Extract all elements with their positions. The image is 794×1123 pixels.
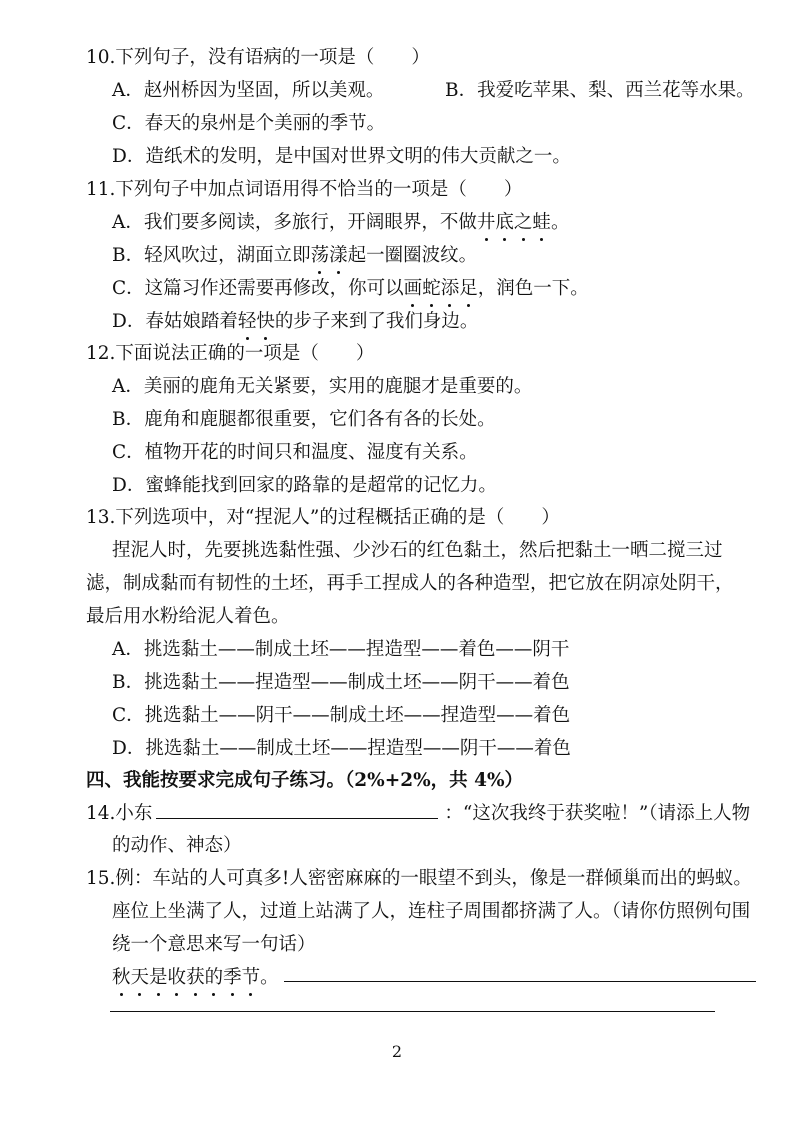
q13-option-c: C．挑选黏土——阴干——制成土坯——捏造型——着色 [112, 705, 571, 726]
q11-d-dotted-word: 轻快 [238, 311, 275, 332]
q11-d-text-end: 的步子来到了我们身边。 [274, 311, 479, 332]
q12-option-d: D．蜜蜂能找到回家的路靠的是超常的记忆力。 [112, 475, 497, 496]
q15-line-3: 绕一个意思来写一句话） [112, 934, 316, 955]
q11-a-dotted-word: 井底之蛙 [477, 212, 551, 233]
q12-stem: 12.下面说法正确的一项是（ ） [86, 343, 375, 364]
q10-option-a: A．赵州桥因为坚固，所以美观。 [112, 80, 385, 101]
q14-answer-blank[interactable] [156, 800, 438, 819]
q11-a-text-end: 。 [550, 212, 570, 233]
q12-option-a: A．美丽的鹿角无关紧要，实用的鹿腿才是重要的。 [112, 376, 533, 397]
q11-c-text: C．这篇习作还需要再修改，你可以 [112, 278, 404, 299]
q11-b-dotted-word: 荡漾 [311, 245, 348, 266]
q11-d-text: D．春姑娘踏着 [112, 311, 238, 332]
q10-option-d: D．造纸术的发明，是中国对世界文明的伟大贡献之一。 [112, 146, 571, 167]
q13-option-b: B．挑选黏土——捏造型——制成土坯——阴干——着色 [112, 672, 570, 693]
q13-stem: 13.下列选项中，对“捏泥人”的过程概括正确的是（ ） [86, 507, 560, 528]
q11-option-a [112, 210, 569, 236]
q13-passage-line-1: 捏泥人时，先要挑选黏性强、少沙石的红色黏土，然后把黏土一晒二搅三过 [112, 540, 723, 561]
q11-b-text-end: 起一圈圈波纹。 [347, 245, 478, 266]
q13-passage-line-2: 滤，制成黏而有韧性的土坯，再手工捏成人的各种造型，把它放在阴凉处阴干， [86, 573, 734, 594]
q11-option-d [112, 309, 478, 335]
q11-stem: 11.下列句子中加点词语用得不恰当的一项是（ ） [86, 179, 523, 200]
q14-suffix: ：“这次我终于获奖啦！”（请添上人物 [444, 803, 751, 824]
q14-line-1 [86, 800, 750, 827]
q11-option-b [112, 243, 477, 269]
q12-option-b: B．鹿角和鹿腿都很重要，它们各有各的长处。 [112, 409, 496, 430]
q11-c-dotted-word: 画蛇添足 [404, 278, 478, 299]
q11-b-text: B．轻风吹过，湖面立即 [112, 245, 311, 266]
q15-prompt [112, 965, 279, 991]
q13-option-d: D．挑选黏土——制成土坯——捏造型——阴干——着色 [112, 738, 571, 759]
q10-option-b: B．我爱吃苹果、梨、西兰花等水果。 [445, 80, 755, 101]
q15-answer-line-2[interactable] [110, 1011, 715, 1012]
section-4-title: 四、我能按要求完成句子练习。（2%+2%，共 4%） [86, 770, 524, 791]
q12-option-c: C．植物开花的时间只和温度、湿度有关系。 [112, 442, 478, 463]
q15-line-1: 15.例：车站的人可真多!人密密麻麻的一眼望不到头，像是一群倾巢而出的蚂蚁。 [86, 868, 752, 889]
q15-answer-line-1[interactable] [284, 981, 756, 982]
q11-c-text-end: ，润色一下。 [477, 278, 589, 299]
page-number: 2 [391, 1042, 403, 1061]
q15-prompt-end: 。 [260, 967, 279, 988]
q10-option-c: C．春天的泉州是个美丽的季节。 [112, 113, 386, 134]
q10-stem: 10.下列句子，没有语病的一项是（ ） [86, 47, 430, 68]
q15-prompt-dotted: 秋天是收获的季节 [112, 967, 260, 988]
q11-a-text: A．我们要多阅读，多旅行，开阔眼界，不做 [112, 212, 477, 233]
q14-line-2: 的动作、神态） [112, 835, 242, 856]
q11-option-c [112, 276, 589, 302]
q13-option-a: A．挑选黏土——制成土坯——捏造型——着色——阴干 [112, 639, 570, 660]
q14-prefix: 14.小东 [86, 803, 153, 824]
q13-passage-line-3: 最后用水粉给泥人着色。 [86, 606, 290, 627]
q15-line-2: 座位上坐满了人，过道上站满了人，连柱子周围都挤满了人。（请你仿照例句围 [112, 901, 751, 922]
